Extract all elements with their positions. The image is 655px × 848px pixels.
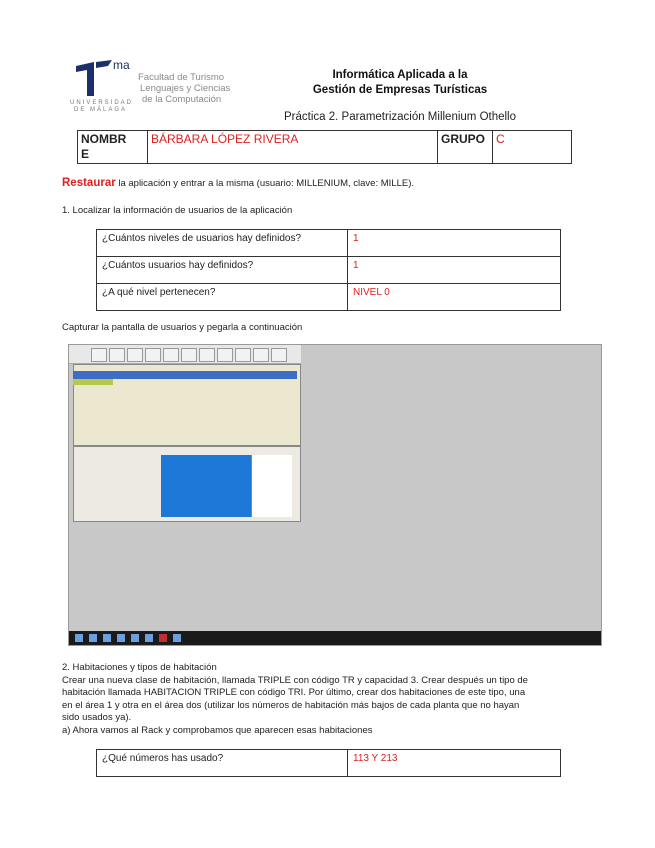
question-cell: ¿Cuántos niveles de usuarios hay definidos? [97,230,348,257]
name-table [77,130,572,164]
rack-instruction: a) Ahora vamos al Rack y comprobamos que aparecen esas habitaciones [62,724,373,736]
name-value: BÁRBARA LÓPEZ RIVERA [148,131,438,164]
users-screen-capture [68,344,602,646]
group-label: GRUPO [438,131,493,164]
university-logo-icon [72,60,114,98]
document-subtitle: Práctica 2. Parametrización Millenium Othello [284,111,517,123]
logo-text: ma [113,58,130,72]
table-row [97,230,561,257]
university-name: UNIVERSIDAD DE MÁLAGA [70,100,134,113]
document-title: Informática Aplicada a la Gestión de Empresas Turísticas [312,69,488,96]
users-table [96,229,561,311]
capture-instruction: Capturar la pantalla de usuarios y pegarla a continuación [62,322,303,333]
faculty-name: Facultad de Turismo Lenguajes y Ciencias de la Computación [138,72,231,105]
capture-toolbar [69,345,301,364]
answer-cell: NIVEL 0 [348,284,561,311]
question-cell: ¿Cuántos usuarios hay definidos? [97,257,348,284]
table-row [97,750,561,777]
capture-taskbar [69,631,601,645]
question-cell: ¿Qué números has usado? [97,750,348,777]
answer-cell: 113 Y 213 [348,750,561,777]
question-cell: ¿A qué nivel pertenecen? [97,284,348,311]
intro-text: la aplicación y entrar a la misma (usuario: MILLENIUM, clave: MILLE). [118,178,415,189]
table-row [97,284,561,311]
section1-heading: 1. Localizar la información de usuarios de la aplicación [62,205,293,216]
restaurar-keyword: Restaurar [62,177,116,189]
capture-permissions-list [161,455,251,517]
answer-cell: 1 [348,257,561,284]
intro-line [62,177,414,189]
section2-text: 2. Habitaciones y tipos de habitación Crear una nueva clase de habitación, llamada TRIPLE con código TR y capacidad 3. Crear después un tipo de habitación llamada HABITACION TRIPLE con código TRI. Por último, crear dos habitaciones de este tipo, una en el área 1 y otra en el área dos (utilizar los números de habitación más bajos de cada planta que no hayan sido usados ya). a) Ahora vamos al Rack y comprobamos que aparecen esas habitaciones [62,662,602,737]
answer-cell: 1 [348,230,561,257]
name-label: NOMBR E [78,131,148,164]
table-row [97,257,561,284]
rooms-table [96,749,561,777]
group-value: C [493,131,572,164]
section2-heading: 2. Habitaciones y tipos de habitación [62,662,217,673]
